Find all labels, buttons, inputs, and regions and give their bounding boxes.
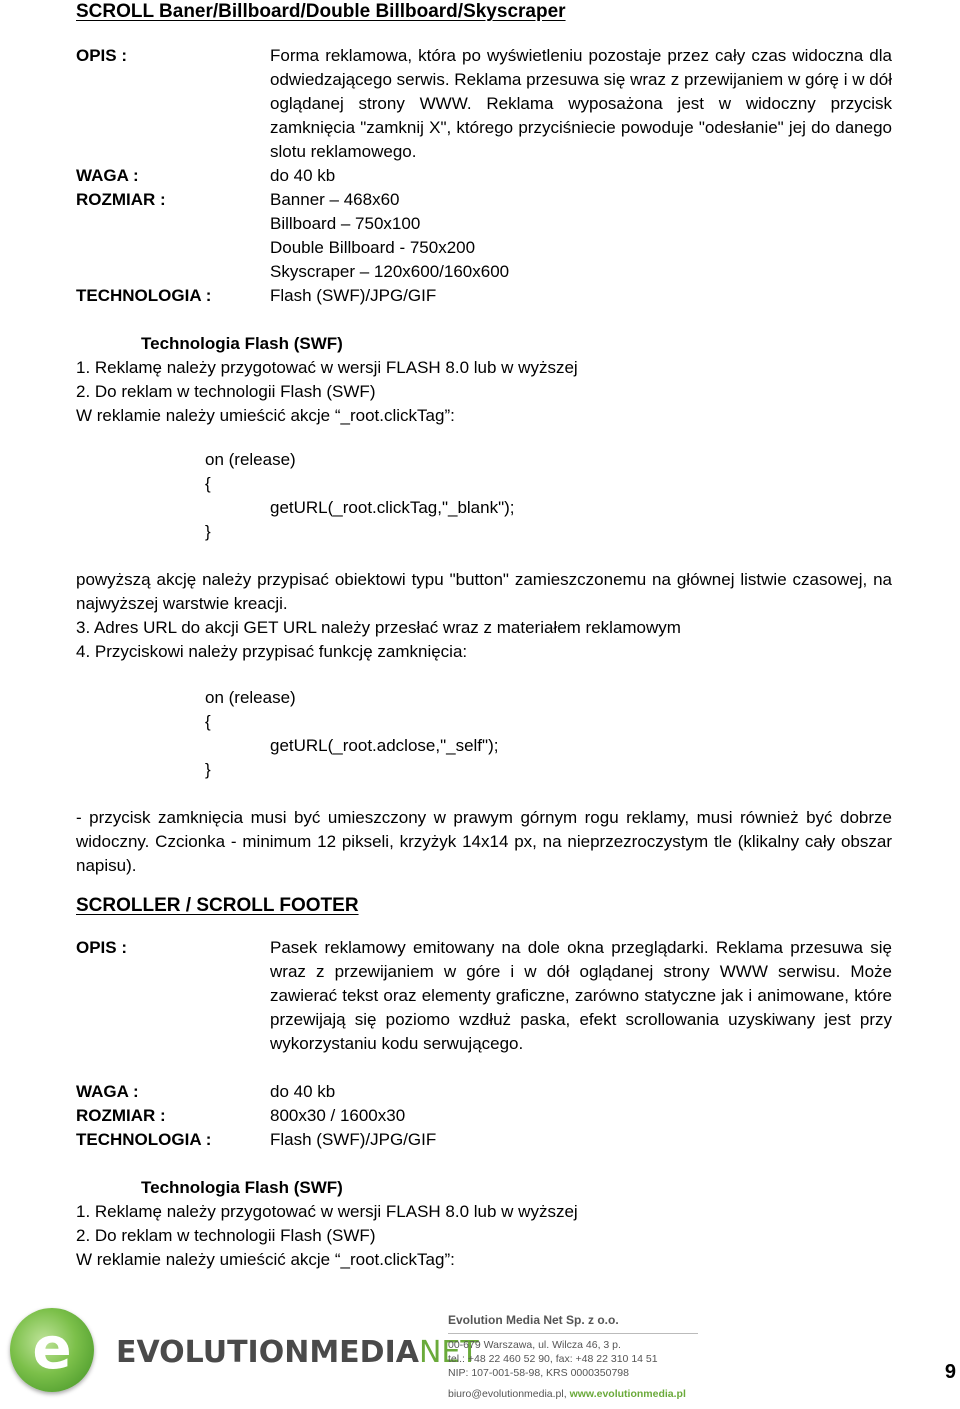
waga-row <box>76 1080 892 1104</box>
code-brace-close: } <box>205 760 211 779</box>
page-footer <box>0 1300 960 1409</box>
rozmiar-row <box>76 188 892 284</box>
logo-net-text: NET <box>418 1335 479 1370</box>
rozmiar-label: ROZMIAR : <box>76 190 166 209</box>
code-body: getURL(_root.clickTag,"_blank"); <box>270 498 515 517</box>
step-4: 4. Przyciskowi należy przypisać funkcję zamknięcia: <box>76 642 468 661</box>
code-block-clicktag <box>205 448 892 544</box>
code-body: getURL(_root.adclose,"_self"); <box>270 736 499 755</box>
rozmiar-value-skyscraper: Skyscraper – 120x600/160x600 <box>270 262 510 281</box>
waga-value: do 40 kb <box>270 1082 336 1101</box>
divider <box>448 1333 698 1334</box>
rozmiar-value-double-billboard: Double Billboard - 750x200 <box>270 238 476 257</box>
logo-wordmark <box>116 1336 479 1370</box>
email-link[interactable]: biuro@evolutionmedia.pl, <box>448 1388 567 1400</box>
logo-main-text: EVOLUTIONMEDIA <box>116 1335 419 1370</box>
close-button-note: - przycisk zamknięcia musi być umieszczony w prawym górnym rogu reklamy, musi również być dobrze widoczny. Czcionka - minimum 12 pikseli, krzyżyk 14x14 px, na nieprzezroczystym tle (klikalny cały obszar napisu). <box>76 808 892 875</box>
waga-label: WAGA : <box>76 166 139 185</box>
section-title: SCROLL Baner/Billboard/Double Billboard/Skyscraper <box>76 1 566 22</box>
code-block-adclose <box>205 686 892 782</box>
step-2-detail: W reklamie należy umieścić akcje “_root.clickTag”: <box>76 1250 455 1269</box>
company-phone: tel.: +48 22 460 52 90, fax: +48 22 310 14 51 <box>448 1353 658 1365</box>
website-link[interactable]: www.evolutionmedia.pl <box>569 1388 686 1400</box>
rozmiar-value-banner: Banner – 468x60 <box>270 190 400 209</box>
step-2-detail: W reklamie należy umieścić akcje “_root.clickTag”: <box>76 406 455 425</box>
tech-heading: Technologia Flash (SWF) <box>141 334 343 353</box>
rozmiar-label: ROZMIAR : <box>76 1106 166 1125</box>
company-name: Evolution Media Net Sp. z o.o. <box>448 1313 619 1327</box>
evolution-logo-icon <box>10 1308 94 1392</box>
opis-text: Forma reklamowa, która po wyświetleniu pozostaje przez cały czas widoczna dla odwiedzającego serwis. Reklama przesuwa się wraz z przewijaniem w górę i w dół oglądanej strony WWW. Reklama wyposażona jest w widoczny przycisk zamknięcia "zamknij X", którego przyciśniecie powoduje "odesłanie" jej do danego slotu reklamowego. <box>270 46 892 161</box>
section-title: SCROLLER / SCROLL FOOTER <box>76 895 359 916</box>
code-brace-open: { <box>205 712 211 731</box>
technologia-label: TECHNOLOGIA : <box>76 286 212 305</box>
page-number: 9 <box>944 1361 956 1383</box>
step-2: 2. Do reklam w technologii Flash (SWF) <box>76 1226 376 1245</box>
opis-row <box>76 44 892 164</box>
technologia-label: TECHNOLOGIA : <box>76 1130 212 1149</box>
opis-text: Pasek reklamowy emitowany na dole okna przeglądarki. Reklama przesuwa się wraz z przewijaniem w góre i w dół oglądanej strony WWW serwisu. Może zawierać tekst oraz elementy graficzne, zarówno statyczne jak i animowane, które przewijają się poziomo wzdłuż paska, efekt scrollowania uzyskiwany jest przy wykorzystaniu kodu serwującego. <box>270 938 892 1053</box>
step-3: 3. Adres URL do akcji GET URL należy przesłać wraz z materiałem reklamowym <box>76 618 681 637</box>
code-brace-open: { <box>205 474 211 493</box>
document-page <box>76 0 892 1272</box>
technologia-row <box>76 284 892 308</box>
technologia-value: Flash (SWF)/JPG/GIF <box>270 1130 437 1149</box>
code-brace-close: } <box>205 522 211 541</box>
assign-text: powyższą akcję należy przypisać obiektowi typu "button" zamieszczonemu na głównej listwie czasowej, na najwyższej warstwie kreacji. <box>76 570 892 613</box>
technologia-value: Flash (SWF)/JPG/GIF <box>270 286 437 305</box>
tech-heading: Technologia Flash (SWF) <box>141 1178 343 1197</box>
logo-e-glyph: e <box>32 1314 72 1382</box>
code-line: on (release) <box>205 450 296 469</box>
waga-row <box>76 164 892 188</box>
opis-label: OPIS : <box>76 938 128 957</box>
rozmiar-value-billboard: Billboard – 750x100 <box>270 214 421 233</box>
company-ids: NIP: 107-001-58-98, KRS 0000350798 <box>448 1367 629 1379</box>
rozmiar-value: 800x30 / 1600x30 <box>270 1106 406 1125</box>
code-line: on (release) <box>205 688 296 707</box>
company-contact <box>448 1387 748 1401</box>
opis-label: OPIS : <box>76 46 128 65</box>
step-1: 1. Reklamę należy przygotować w wersji FLASH 8.0 lub w wyższej <box>76 358 578 377</box>
opis-row <box>76 936 892 1056</box>
company-info <box>448 1312 748 1401</box>
company-address: 00-679 Warszawa, ul. Wilcza 46, 3 p. <box>448 1339 621 1351</box>
waga-value: do 40 kb <box>270 166 336 185</box>
step-2: 2. Do reklam w technologii Flash (SWF) <box>76 382 376 401</box>
technologia-row <box>76 1128 892 1152</box>
step-1: 1. Reklamę należy przygotować w wersji FLASH 8.0 lub w wyższej <box>76 1202 578 1221</box>
waga-label: WAGA : <box>76 1082 139 1101</box>
rozmiar-row <box>76 1104 892 1128</box>
